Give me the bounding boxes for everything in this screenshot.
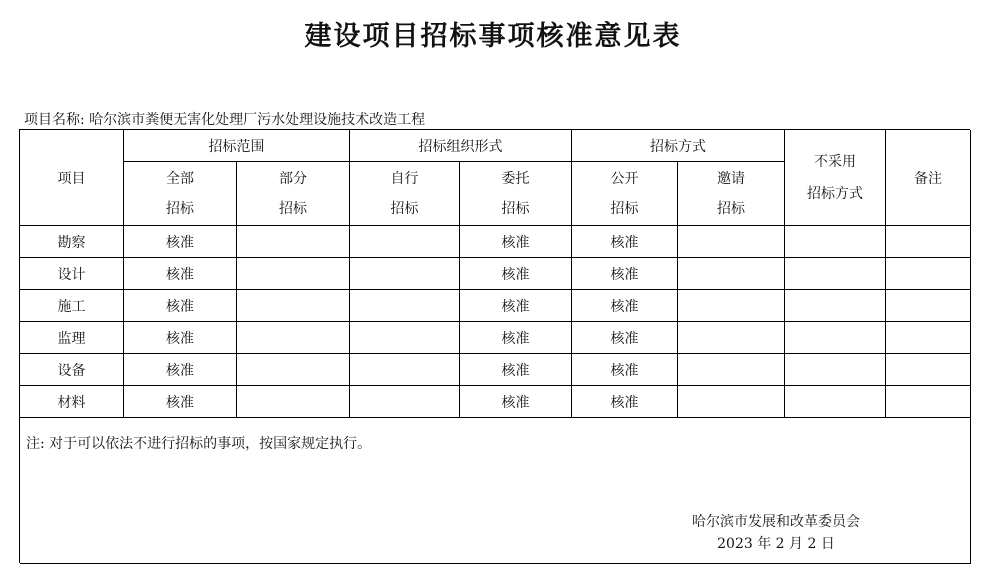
subheader-line: 委托 <box>501 170 530 187</box>
subheader-all <box>124 162 237 226</box>
table-cell <box>886 226 971 258</box>
subheader-line: 自行 <box>390 170 419 187</box>
table-cell <box>886 258 971 290</box>
header-not-adopted-line2: 招标方式 <box>807 185 863 202</box>
row-item-label: 施工 <box>20 290 124 322</box>
note-area <box>20 418 971 564</box>
signature-date: 2023 年 2 月 2 日 <box>717 536 835 552</box>
table-cell: 核准 <box>572 290 678 322</box>
approval-table <box>19 129 970 563</box>
header-scope: 招标范围 <box>124 130 350 162</box>
table-cell <box>237 322 350 354</box>
table-cell: 核准 <box>460 226 572 258</box>
row-item-label: 设备 <box>20 354 124 386</box>
table-cell <box>785 322 886 354</box>
table-cell: 核准 <box>572 258 678 290</box>
table-cell <box>350 290 460 322</box>
table-cell: 核准 <box>460 258 572 290</box>
row-item-label: 监理 <box>20 322 124 354</box>
table-cell <box>678 354 785 386</box>
subheader-line: 招标 <box>717 200 745 217</box>
header-org: 招标组织形式 <box>350 130 572 162</box>
table-cell <box>350 226 460 258</box>
header-item: 项目 <box>20 130 124 226</box>
subheader-entrusted <box>460 162 572 226</box>
table-cell: 核准 <box>572 386 678 418</box>
subheader-self <box>350 162 460 226</box>
subheader-line: 招标 <box>279 200 307 217</box>
table-cell <box>350 354 460 386</box>
table-cell <box>350 258 460 290</box>
row-item-label: 勘察 <box>20 226 124 258</box>
header-remark: 备注 <box>886 130 971 226</box>
table-cell: 核准 <box>460 354 572 386</box>
table-cell: 核准 <box>572 322 678 354</box>
table-cell <box>678 226 785 258</box>
table-cell <box>678 322 785 354</box>
table-cell <box>678 386 785 418</box>
table-cell: 核准 <box>460 290 572 322</box>
table-cell: 核准 <box>572 354 678 386</box>
subheader-line: 邀请 <box>717 170 745 187</box>
table-cell <box>237 226 350 258</box>
subheader-open <box>572 162 678 226</box>
subheader-line: 全部 <box>166 170 194 187</box>
table-cell <box>350 386 460 418</box>
subheader-partial <box>237 162 350 226</box>
table-cell <box>678 290 785 322</box>
subheader-line: 招标 <box>166 200 194 217</box>
table-cell: 核准 <box>124 386 237 418</box>
table-cell <box>237 386 350 418</box>
table-cell <box>785 258 886 290</box>
header-not-adopted <box>785 130 886 226</box>
row-item-label: 设计 <box>20 258 124 290</box>
table-cell <box>237 258 350 290</box>
table-cell: 核准 <box>460 322 572 354</box>
subheader-line: 公开 <box>610 170 639 187</box>
table-cell: 核准 <box>124 290 237 322</box>
header-not-adopted-line1: 不采用 <box>814 153 856 170</box>
table-cell <box>237 354 350 386</box>
table-cell <box>785 290 886 322</box>
table-cell: 核准 <box>124 354 237 386</box>
table-cell <box>785 354 886 386</box>
subheader-line: 招标 <box>390 200 419 217</box>
table-cell <box>886 386 971 418</box>
table-cell: 核准 <box>460 386 572 418</box>
table-cell <box>886 354 971 386</box>
project-name: 项目名称: 哈尔滨市粪便无害化处理厂污水处理设施技术改造工程 <box>24 112 426 128</box>
subheader-invited <box>678 162 785 226</box>
table-cell <box>886 290 971 322</box>
note-text: 注: 对于可以依法不进行招标的事项，按国家规定执行。 <box>26 436 372 452</box>
subheader-line: 招标 <box>501 200 530 217</box>
row-item-label: 材料 <box>20 386 124 418</box>
table-cell <box>785 226 886 258</box>
table-cell: 核准 <box>124 226 237 258</box>
signature-org: 哈尔滨市发展和改革委员会 <box>692 514 860 530</box>
table-cell <box>886 322 971 354</box>
page-title: 建设项目招标事项核准意见表 <box>304 21 682 52</box>
table-cell: 核准 <box>572 226 678 258</box>
header-method: 招标方式 <box>572 130 785 162</box>
table-cell <box>678 258 785 290</box>
subheader-line: 招标 <box>610 200 639 217</box>
table-cell <box>785 386 886 418</box>
table-cell: 核准 <box>124 258 237 290</box>
table-cell <box>237 290 350 322</box>
table-cell <box>350 322 460 354</box>
table-cell: 核准 <box>124 322 237 354</box>
subheader-line: 部分 <box>279 170 307 187</box>
